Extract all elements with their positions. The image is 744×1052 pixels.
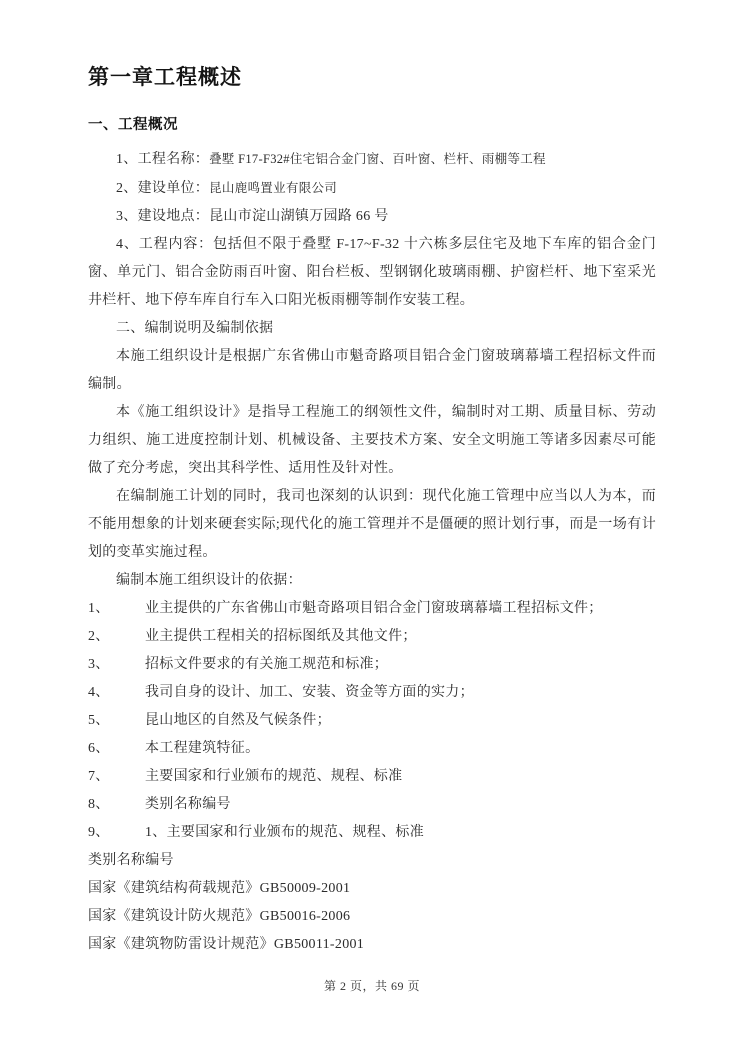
basis-item <box>88 707 656 735</box>
overview-item-value: 叠墅 F17-F32#住宅铝合金门窗、百叶窗、栏杆、雨棚等工程 <box>209 152 546 166</box>
basis-list <box>88 595 656 847</box>
basis-item-number: 6、 <box>88 741 110 756</box>
basis-item-text: 我司自身的设计、加工、安装、资金等方面的实力； <box>145 685 474 700</box>
basis-item-text: 类别名称编号 <box>145 797 231 812</box>
paragraph-project-content: 4、工程内容：包括但不限于叠墅 F-17~F-32 十六栋多层住宅及地下车库的铝合金门窗、单元门、铝合金防雨百叶窗、阳台栏板、型钢钢化玻璃雨棚、护窗栏杆、地下室采光井栏杆、地下停车库自行车入口阳光板雨棚等制作安装工程。 <box>88 237 656 308</box>
basis-item-text: 业主提供工程相关的招标图纸及其他文件； <box>145 629 417 644</box>
paragraph-philosophy: 在编制施工计划的同时，我司也深刻的认识到：现代化施工管理中应当以人为本，而不能用想象的计划来硬套实际;现代化的施工管理并不是僵硬的照计划行事，而是一场有计划的变革实施过程。 <box>88 489 656 560</box>
paragraph-guideline: 本《施工组织设计》是指导工程施工的纲领性文件，编制时对工期、质量目标、劳动力组织、施工进度控制计划、机械设备、主要技术方案、安全文明施工等诸多因素尽可能做了充分考虑，突出其科学性、适用性及针对性。 <box>88 405 656 476</box>
basis-item-number: 3、 <box>88 657 110 672</box>
overview-item-label: 3、建设地点： <box>116 209 210 224</box>
basis-item <box>88 763 656 791</box>
basis-item <box>88 819 656 847</box>
basis-item <box>88 595 656 623</box>
basis-item-number: 1、 <box>88 601 110 616</box>
basis-item <box>88 679 656 707</box>
overview-item-location <box>88 203 656 231</box>
paragraph-basis-source: 本施工组织设计是根据广东省佛山市魁奇路项目铝合金门窗玻璃幕墙工程招标文件而编制。 <box>88 349 656 392</box>
basis-item-text: 本工程建筑特征。 <box>145 741 260 756</box>
section-heading-project-overview: 一、工程概况 <box>88 117 178 133</box>
basis-item-number: 8、 <box>88 797 110 812</box>
overview-item-label: 1、工程名称： <box>116 152 210 167</box>
basis-item <box>88 791 656 819</box>
standard-line-fire-code: 国家《建筑设计防火规范》GB50016-2006 <box>88 909 351 924</box>
basis-item <box>88 651 656 679</box>
overview-item-construction-unit <box>88 174 656 203</box>
document-body <box>88 145 656 959</box>
section-heading-compilation: 二、编制说明及编制依据 <box>116 321 274 336</box>
basis-item-number: 9、 <box>88 825 110 840</box>
basis-item <box>88 623 656 651</box>
basis-item-number: 2、 <box>88 629 110 644</box>
basis-item-number: 4、 <box>88 685 110 700</box>
overview-item-value: 昆山鹿鸣置业有限公司 <box>209 181 338 195</box>
overview-item-project-name <box>88 145 656 174</box>
basis-item-text: 招标文件要求的有关施工规范和标准； <box>145 657 389 672</box>
basis-item-text: 主要国家和行业颁布的规范、规程、标准 <box>145 769 403 784</box>
overview-item-value: 昆山市淀山湖镇万园路 66 号 <box>209 209 389 224</box>
standard-line-load-code: 国家《建筑结构荷载规范》GB50009-2001 <box>88 881 351 896</box>
standard-line-lightning-code: 国家《建筑物防雷设计规范》GB50011-2001 <box>88 937 365 952</box>
basis-item <box>88 735 656 763</box>
basis-item-text: 1、主要国家和行业颁布的规范、规程、标准 <box>145 825 424 840</box>
paragraph-basis-intro: 编制本施工组织设计的依据： <box>116 573 302 588</box>
basis-item-text: 昆山地区的自然及气候条件； <box>145 713 331 728</box>
page-footer: 第 2 页，共 69 页 <box>323 979 420 993</box>
basis-item-text: 业主提供的广东省佛山市魁奇路项目铝合金门窗玻璃幕墙工程招标文件； <box>145 601 603 616</box>
basis-item-number: 7、 <box>88 769 110 784</box>
chapter-title: 第一章工程概述 <box>88 65 242 89</box>
basis-item-number: 5、 <box>88 713 110 728</box>
overview-item-label: 2、建设单位： <box>116 181 210 196</box>
category-label-line: 类别名称编号 <box>88 853 174 868</box>
